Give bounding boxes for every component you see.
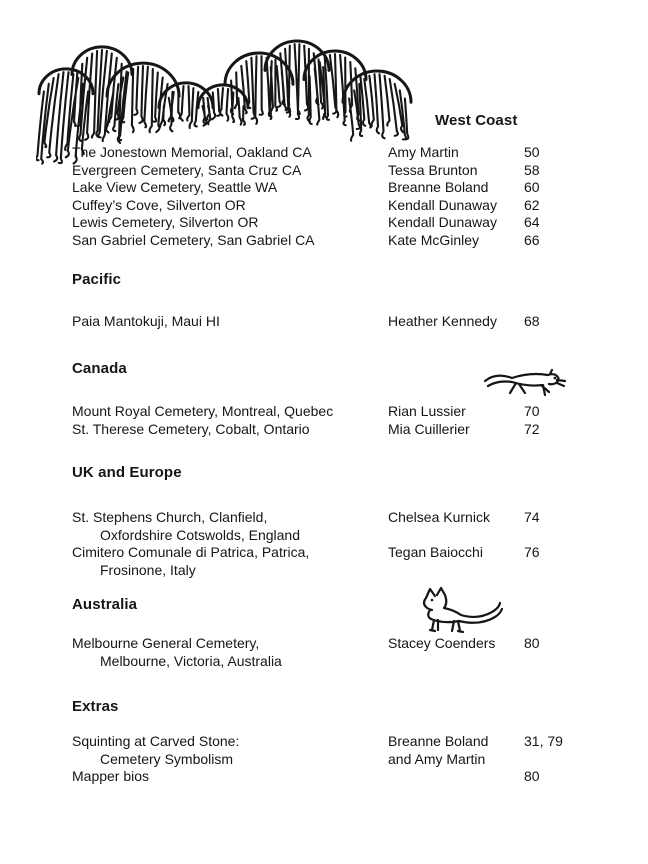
entry-title: Cimitero Comunale di Patrica, Patrica, — [72, 544, 310, 560]
toc-entry — [72, 733, 620, 768]
entry-author: Mia Cuillerier — [388, 420, 470, 437]
toc-entry — [72, 232, 620, 250]
section-canada-rows — [72, 403, 620, 438]
toc-entry — [72, 214, 620, 232]
entry-author: Breanne Boland — [388, 733, 489, 749]
entry-page: 72 — [524, 420, 540, 437]
entry-page: 80 — [524, 635, 540, 651]
entry-page: 31, 79 — [524, 733, 563, 749]
entry-page: 58 — [524, 161, 540, 178]
section-australia-rows — [72, 635, 620, 670]
entry-author: Tegan Baiocchi — [388, 544, 483, 560]
entry-author: Heather Kennedy — [388, 313, 497, 329]
entry-author: Rian Lussier — [388, 403, 466, 419]
toc-entry — [72, 509, 620, 544]
entry-title-continued: Oxfordshire Cotswolds, England — [100, 526, 300, 543]
section-header-west-coast: West Coast — [435, 112, 518, 129]
entry-page: 68 — [524, 313, 540, 329]
entry-title: Mount Royal Cemetery, Montreal, Quebec — [72, 403, 334, 419]
toc-entry — [72, 197, 620, 215]
running-fox-illustration — [483, 368, 577, 402]
section-header-extras: Extras — [72, 698, 119, 715]
section-pacific-rows — [72, 313, 620, 331]
section-header-pacific: Pacific — [72, 271, 122, 288]
section-west-coast-rows — [72, 144, 620, 249]
section-header-uk-europe: UK and Europe — [72, 464, 182, 481]
entry-page: 74 — [524, 509, 540, 525]
entry-title: Cuffey’s Cove, Silverton OR — [72, 196, 246, 213]
entry-author: Kendall Dunaway — [388, 214, 497, 230]
toc-entry — [72, 179, 620, 197]
entry-page: 76 — [524, 544, 540, 560]
entry-author: Tessa Brunton — [388, 161, 478, 178]
entry-title-continued: Frosinone, Italy — [100, 561, 196, 578]
entry-author: Breanne Boland — [388, 179, 489, 195]
entry-title: Evergreen Cemetery, Santa Cruz CA — [72, 161, 302, 178]
entry-page: 62 — [524, 196, 540, 213]
toc-entry — [72, 421, 620, 439]
entry-author: Kendall Dunaway — [388, 196, 497, 213]
entry-page: 50 — [524, 144, 540, 160]
section-header-canada: Canada — [72, 360, 127, 377]
toc-entry — [72, 635, 620, 670]
entry-title: Squinting at Carved Stone: — [72, 733, 240, 749]
entry-title: Melbourne General Cemetery, — [72, 635, 260, 651]
entry-page: 64 — [524, 214, 540, 230]
toc-entry — [72, 313, 620, 331]
entry-title: Mapper bios — [72, 768, 150, 784]
entry-author: Stacey Coenders — [388, 635, 496, 651]
toc-entry — [72, 544, 620, 579]
standing-fox-illustration — [412, 586, 508, 638]
section-header-australia: Australia — [72, 596, 138, 613]
entry-author-continued: and Amy Martin — [388, 750, 486, 767]
entry-title: The Jonestown Memorial, Oakland CA — [72, 144, 312, 160]
entry-page: 70 — [524, 403, 540, 419]
section-extras-rows — [72, 733, 620, 786]
toc-entry — [72, 403, 620, 421]
entry-author: Chelsea Kurnick — [388, 509, 490, 525]
toc-entry — [72, 144, 620, 162]
entry-title-continued: Melbourne, Victoria, Australia — [100, 652, 282, 669]
toc-entry — [72, 162, 620, 180]
entry-page: 80 — [524, 768, 540, 784]
toc-entry — [72, 768, 620, 786]
entry-title: St. Stephens Church, Clanfield, — [72, 509, 268, 525]
entry-title: St. Therese Cemetery, Cobalt, Ontario — [72, 420, 310, 437]
entry-title: Lewis Cemetery, Silverton OR — [72, 214, 259, 230]
entry-title: San Gabriel Cemetery, San Gabriel CA — [72, 231, 315, 248]
entry-author: Amy Martin — [388, 144, 459, 160]
entry-title-continued: Cemetery Symbolism — [100, 750, 234, 767]
entry-page: 66 — [524, 231, 540, 248]
entry-title: Lake View Cemetery, Seattle WA — [72, 179, 278, 195]
section-uk-europe-rows — [72, 509, 620, 579]
entry-title: Paia Mantokuji, Maui HI — [72, 313, 220, 329]
entry-page: 60 — [524, 179, 540, 195]
entry-author: Kate McGinley — [388, 231, 480, 248]
